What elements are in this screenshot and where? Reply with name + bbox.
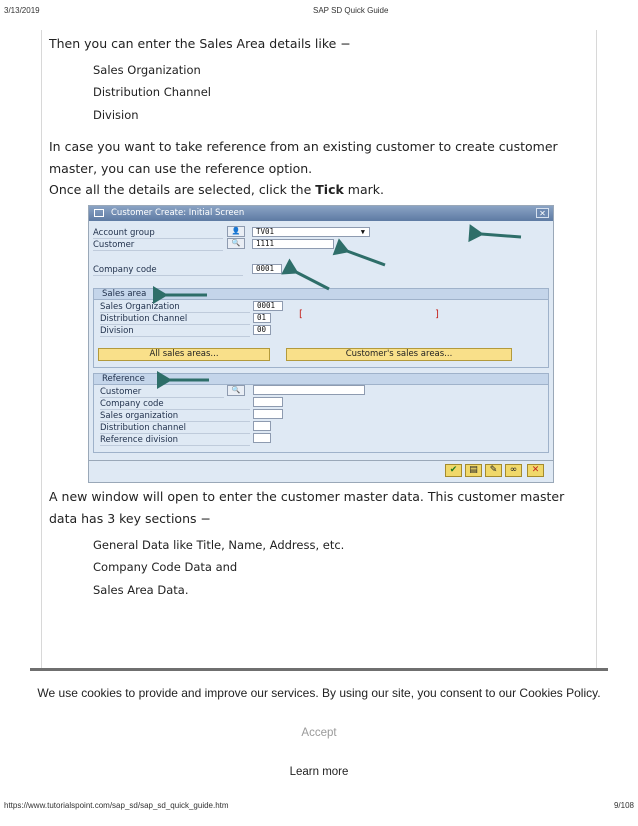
reference-heading: Reference [102,374,145,384]
list-item: Sales Area Data. [93,583,189,597]
dist-channel-label: Distribution Channel [100,314,188,324]
arrow-account-group [481,234,521,237]
accept-button[interactable]: Accept [301,727,337,739]
content-border-left [41,30,42,668]
glasses-icon[interactable]: ∞ [505,464,522,477]
sales-area-heading: Sales area [102,289,147,299]
list-item: Distribution Channel [93,85,211,99]
sales-org-field[interactable]: 0001 [253,301,283,311]
company-code-label: Company code [93,265,157,275]
company-code-field[interactable]: 0001 [252,264,282,274]
division-field[interactable]: 00 [253,325,271,335]
customer-label: Customer [93,240,135,250]
account-group-value: TV01 [256,227,275,236]
ref-sales-org-label: Sales organization [100,411,179,421]
list-item: Division [93,108,139,122]
tick-paragraph [49,179,594,201]
account-group-label: Account group [93,228,155,238]
arrow-company-code [296,272,329,289]
binoculars-icon[interactable]: 🔍 [227,238,245,249]
sap-customer-create-window [88,205,554,483]
tick-text-after: mark. [343,182,384,197]
new-window-paragraph: A new window will open to enter the customer master data. This customer master data has 3 key sections − [49,489,565,526]
close-icon[interactable]: ✕ [536,208,549,218]
ref-division-label: Reference division [100,435,179,445]
list-item: General Data like Title, Name, Address, etc. [93,538,345,552]
cookie-notice: We use cookies to provide and improve our services. By using our site, you consent to our Cookies Policy. [37,686,601,700]
sap-window-title: Customer Create: Initial Screen [111,208,245,218]
ref-customer-label: Customer [100,387,142,397]
data-icon[interactable]: ▤ [465,464,482,477]
cookie-divider [30,668,608,671]
edit-icon[interactable]: ✎ [485,464,502,477]
bracket-left-icon: [ [299,309,303,320]
reference-paragraph: In case you want to take reference from an existing customer to create customer master, you can use the reference option. [49,139,558,176]
customer-field[interactable]: 1111 [252,239,334,249]
learn-more-link[interactable]: Learn more [289,766,349,778]
binoculars-icon[interactable]: 🔍 [227,385,245,396]
bracket-right-icon: ] [435,309,439,320]
division-label: Division [100,326,134,336]
dist-channel-field[interactable]: 01 [253,313,271,323]
page-number: 9/108 [613,801,634,810]
all-sales-areas-button[interactable]: All sales areas... [98,348,270,361]
tick-icon[interactable]: ✔ [445,464,462,477]
customers-sales-areas-button[interactable]: Customer's sales areas... [286,348,512,361]
list-item: Company Code Data and [93,560,238,574]
annotation-arrows [89,206,553,482]
ref-company-code-label: Company code [100,399,164,409]
print-date: 3/13/2019 [4,6,40,15]
ref-dist-channel-label: Distribution channel [100,423,186,433]
intro-paragraph: Then you can enter the Sales Area details like − [49,36,351,51]
footer-url: https://www.tutorialspoint.com/sap_sd/sap_sd_quick_guide.htm [4,801,229,810]
arrow-customer [347,251,385,265]
content-border-right [596,30,597,668]
person-icon[interactable]: 👤 [227,226,245,237]
print-title: SAP SD Quick Guide [313,6,389,15]
tick-bold-word: Tick [315,182,344,197]
tick-text-before: Once all the details are selected, click the [49,182,316,197]
sales-org-label: Sales Organization [100,302,180,312]
list-item: Sales Organization [93,63,201,77]
cancel-icon[interactable]: ✕ [527,464,544,477]
chevron-down-icon: ▼ [360,228,365,236]
